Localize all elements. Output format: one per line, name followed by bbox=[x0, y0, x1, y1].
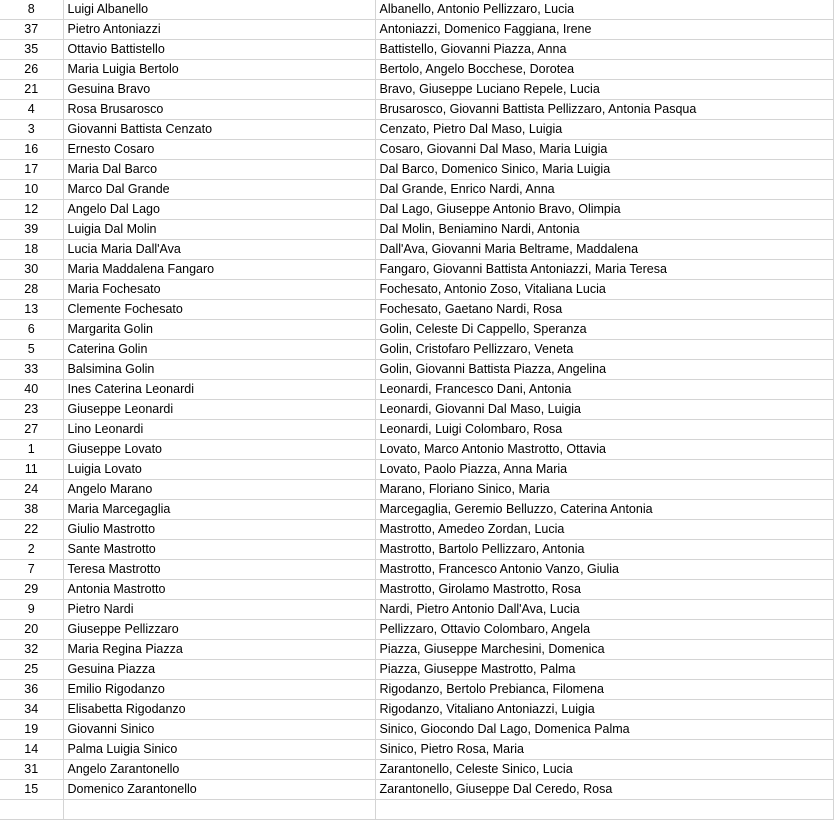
cell-name[interactable]: Gesuina Bravo bbox=[63, 80, 375, 100]
table-row bbox=[0, 220, 833, 240]
cell-parents[interactable]: Lovato, Marco Antonio Mastrotto, Ottavia bbox=[375, 440, 833, 460]
table-row bbox=[0, 340, 833, 360]
cell-parents[interactable]: Golin, Celeste Di Cappello, Speranza bbox=[375, 320, 833, 340]
table-row bbox=[0, 240, 833, 260]
cell-parents[interactable]: Leonardi, Giovanni Dal Maso, Luigia bbox=[375, 400, 833, 420]
cell-number[interactable]: 25 bbox=[0, 660, 63, 680]
cell-parents[interactable]: Mastrotto, Bartolo Pellizzaro, Antonia bbox=[375, 540, 833, 560]
table-row bbox=[0, 800, 833, 820]
cell-name[interactable]: Lucia Maria Dall'Ava bbox=[63, 240, 375, 260]
table-row bbox=[0, 640, 833, 660]
cell-name[interactable]: Domenico Zarantonello bbox=[63, 780, 375, 800]
cell-number[interactable]: 31 bbox=[0, 760, 63, 780]
cell-name[interactable]: Teresa Mastrotto bbox=[63, 560, 375, 580]
cell-parents[interactable] bbox=[375, 800, 833, 820]
cell-number[interactable]: 13 bbox=[0, 300, 63, 320]
cell-parents[interactable]: Albanello, Antonio Pellizzaro, Lucia bbox=[375, 0, 833, 20]
cell-name[interactable]: Giuseppe Lovato bbox=[63, 440, 375, 460]
cell-number[interactable]: 38 bbox=[0, 500, 63, 520]
cell-parents[interactable]: Bravo, Giuseppe Luciano Repele, Lucia bbox=[375, 80, 833, 100]
table-row bbox=[0, 380, 833, 400]
table-row bbox=[0, 520, 833, 540]
cell-name[interactable]: Caterina Golin bbox=[63, 340, 375, 360]
cell-number[interactable]: 5 bbox=[0, 340, 63, 360]
table-row bbox=[0, 360, 833, 380]
cell-parents[interactable]: Golin, Cristofaro Pellizzaro, Veneta bbox=[375, 340, 833, 360]
table-row bbox=[0, 300, 833, 320]
table-row bbox=[0, 140, 833, 160]
table-row bbox=[0, 600, 833, 620]
cell-number[interactable]: 7 bbox=[0, 560, 63, 580]
cell-number[interactable]: 10 bbox=[0, 180, 63, 200]
cell-number[interactable]: 15 bbox=[0, 780, 63, 800]
cell-number[interactable]: 33 bbox=[0, 360, 63, 380]
table-row bbox=[0, 260, 833, 280]
table-row bbox=[0, 540, 833, 560]
cell-number[interactable]: 35 bbox=[0, 40, 63, 60]
cell-parents[interactable]: Lovato, Paolo Piazza, Anna Maria bbox=[375, 460, 833, 480]
cell-name[interactable]: Angelo Dal Lago bbox=[63, 200, 375, 220]
cell-number[interactable]: 9 bbox=[0, 600, 63, 620]
cell-name[interactable]: Luigi Albanello bbox=[63, 0, 375, 20]
cell-parents[interactable]: Piazza, Giuseppe Marchesini, Domenica bbox=[375, 640, 833, 660]
cell-number[interactable]: 26 bbox=[0, 60, 63, 80]
cell-parents[interactable]: Fochesato, Gaetano Nardi, Rosa bbox=[375, 300, 833, 320]
table-row bbox=[0, 720, 833, 740]
cell-number[interactable]: 3 bbox=[0, 120, 63, 140]
cell-number[interactable]: 14 bbox=[0, 740, 63, 760]
cell-parents[interactable]: Dal Grande, Enrico Nardi, Anna bbox=[375, 180, 833, 200]
cell-name[interactable]: Rosa Brusarosco bbox=[63, 100, 375, 120]
table-row bbox=[0, 680, 833, 700]
cell-number[interactable]: 40 bbox=[0, 380, 63, 400]
table-row bbox=[0, 480, 833, 500]
table-row bbox=[0, 40, 833, 60]
cell-number[interactable]: 36 bbox=[0, 680, 63, 700]
cell-parents[interactable]: Rigodanzo, Bertolo Prebianca, Filomena bbox=[375, 680, 833, 700]
cell-parents[interactable]: Leonardi, Francesco Dani, Antonia bbox=[375, 380, 833, 400]
table-row bbox=[0, 80, 833, 100]
cell-parents[interactable]: Dal Lago, Giuseppe Antonio Bravo, Olimpia bbox=[375, 200, 833, 220]
cell-number[interactable]: 23 bbox=[0, 400, 63, 420]
table-row bbox=[0, 60, 833, 80]
cell-name[interactable]: Maria Maddalena Fangaro bbox=[63, 260, 375, 280]
table-row bbox=[0, 440, 833, 460]
cell-number[interactable]: 22 bbox=[0, 520, 63, 540]
cell-name[interactable]: Pietro Antoniazzi bbox=[63, 20, 375, 40]
cell-parents[interactable]: Cosaro, Giovanni Dal Maso, Maria Luigia bbox=[375, 140, 833, 160]
cell-parents[interactable]: Nardi, Pietro Antonio Dall'Ava, Lucia bbox=[375, 600, 833, 620]
cell-number[interactable]: 24 bbox=[0, 480, 63, 500]
cell-name[interactable]: Maria Regina Piazza bbox=[63, 640, 375, 660]
cell-name[interactable]: Pietro Nardi bbox=[63, 600, 375, 620]
cell-name[interactable]: Angelo Zarantonello bbox=[63, 760, 375, 780]
cell-parents[interactable]: Zarantonello, Celeste Sinico, Lucia bbox=[375, 760, 833, 780]
cell-parents[interactable]: Rigodanzo, Vitaliano Antoniazzi, Luigia bbox=[375, 700, 833, 720]
cell-number[interactable]: 39 bbox=[0, 220, 63, 240]
cell-name[interactable]: Luigia Dal Molin bbox=[63, 220, 375, 240]
cell-number[interactable]: 32 bbox=[0, 640, 63, 660]
cell-name[interactable]: Antonia Mastrotto bbox=[63, 580, 375, 600]
cell-number[interactable]: 21 bbox=[0, 80, 63, 100]
cell-parents[interactable]: Mastrotto, Amedeo Zordan, Lucia bbox=[375, 520, 833, 540]
cell-name[interactable]: Margarita Golin bbox=[63, 320, 375, 340]
cell-number[interactable]: 11 bbox=[0, 460, 63, 480]
cell-parents[interactable]: Sinico, Giocondo Dal Lago, Domenica Palma bbox=[375, 720, 833, 740]
table-row bbox=[0, 0, 833, 20]
cell-name[interactable]: Maria Luigia Bertolo bbox=[63, 60, 375, 80]
cell-name[interactable]: Lino Leonardi bbox=[63, 420, 375, 440]
table-row bbox=[0, 500, 833, 520]
cell-parents[interactable]: Mastrotto, Girolamo Mastrotto, Rosa bbox=[375, 580, 833, 600]
table-row bbox=[0, 400, 833, 420]
table-row bbox=[0, 200, 833, 220]
cell-parents[interactable]: Sinico, Pietro Rosa, Maria bbox=[375, 740, 833, 760]
cell-number[interactable]: 12 bbox=[0, 200, 63, 220]
cell-parents[interactable]: Leonardi, Luigi Colombaro, Rosa bbox=[375, 420, 833, 440]
cell-parents[interactable]: Pellizzaro, Ottavio Colombaro, Angela bbox=[375, 620, 833, 640]
cell-name[interactable]: Clemente Fochesato bbox=[63, 300, 375, 320]
cell-name[interactable]: Emilio Rigodanzo bbox=[63, 680, 375, 700]
cell-name[interactable]: Marco Dal Grande bbox=[63, 180, 375, 200]
table-row bbox=[0, 560, 833, 580]
cell-number[interactable]: 20 bbox=[0, 620, 63, 640]
cell-number[interactable]: 18 bbox=[0, 240, 63, 260]
cell-number[interactable]: 8 bbox=[0, 0, 63, 20]
table-row bbox=[0, 740, 833, 760]
cell-name[interactable]: Balsimina Golin bbox=[63, 360, 375, 380]
cell-parents[interactable]: Golin, Giovanni Battista Piazza, Angelina bbox=[375, 360, 833, 380]
table-row bbox=[0, 460, 833, 480]
cell-number[interactable]: 37 bbox=[0, 20, 63, 40]
cell-parents[interactable]: Piazza, Giuseppe Mastrotto, Palma bbox=[375, 660, 833, 680]
cell-name[interactable]: Giuseppe Leonardi bbox=[63, 400, 375, 420]
cell-name[interactable]: Luigia Lovato bbox=[63, 460, 375, 480]
table-row bbox=[0, 280, 833, 300]
cell-name[interactable]: Angelo Marano bbox=[63, 480, 375, 500]
cell-parents[interactable]: Bertolo, Angelo Bocchese, Dorotea bbox=[375, 60, 833, 80]
cell-name[interactable]: Elisabetta Rigodanzo bbox=[63, 700, 375, 720]
table-row bbox=[0, 660, 833, 680]
cell-number[interactable]: 1 bbox=[0, 440, 63, 460]
cell-name[interactable]: Palma Luigia Sinico bbox=[63, 740, 375, 760]
cell-number[interactable]: 28 bbox=[0, 280, 63, 300]
table-row bbox=[0, 160, 833, 180]
cell-name[interactable]: Maria Marcegaglia bbox=[63, 500, 375, 520]
cell-parents[interactable]: Antoniazzi, Domenico Faggiana, Irene bbox=[375, 20, 833, 40]
cell-name[interactable]: Ernesto Cosaro bbox=[63, 140, 375, 160]
cell-number[interactable]: 30 bbox=[0, 260, 63, 280]
table-row bbox=[0, 180, 833, 200]
cell-parents[interactable]: Brusarosco, Giovanni Battista Pellizzaro, Antonia Pasqua bbox=[375, 100, 833, 120]
table-row bbox=[0, 20, 833, 40]
cell-name[interactable]: Giuseppe Pellizzaro bbox=[63, 620, 375, 640]
cell-name[interactable]: Sante Mastrotto bbox=[63, 540, 375, 560]
table-row bbox=[0, 620, 833, 640]
cell-parents[interactable]: Zarantonello, Giuseppe Dal Ceredo, Rosa bbox=[375, 780, 833, 800]
table-row bbox=[0, 580, 833, 600]
cell-number[interactable]: 17 bbox=[0, 160, 63, 180]
table-row bbox=[0, 760, 833, 780]
cell-number[interactable]: 16 bbox=[0, 140, 63, 160]
cell-number[interactable]: 6 bbox=[0, 320, 63, 340]
cell-name[interactable]: Ines Caterina Leonardi bbox=[63, 380, 375, 400]
cell-parents[interactable]: Battistello, Giovanni Piazza, Anna bbox=[375, 40, 833, 60]
cell-name[interactable]: Ottavio Battistello bbox=[63, 40, 375, 60]
cell-number[interactable]: 2 bbox=[0, 540, 63, 560]
cell-parents[interactable]: Marano, Floriano Sinico, Maria bbox=[375, 480, 833, 500]
table-row bbox=[0, 100, 833, 120]
cell-parents[interactable]: Fangaro, Giovanni Battista Antoniazzi, Maria Teresa bbox=[375, 260, 833, 280]
cell-name[interactable]: Giovanni Battista Cenzato bbox=[63, 120, 375, 140]
cell-number[interactable]: 27 bbox=[0, 420, 63, 440]
cell-name[interactable]: Giulio Mastrotto bbox=[63, 520, 375, 540]
cell-number[interactable]: 34 bbox=[0, 700, 63, 720]
cell-number[interactable]: 4 bbox=[0, 100, 63, 120]
cell-parents[interactable]: Cenzato, Pietro Dal Maso, Luigia bbox=[375, 120, 833, 140]
cell-parents[interactable]: Dal Barco, Domenico Sinico, Maria Luigia bbox=[375, 160, 833, 180]
cell-name[interactable]: Giovanni Sinico bbox=[63, 720, 375, 740]
cell-name[interactable] bbox=[63, 800, 375, 820]
cell-number[interactable]: 19 bbox=[0, 720, 63, 740]
table-row bbox=[0, 700, 833, 720]
cell-parents[interactable]: Dal Molin, Beniamino Nardi, Antonia bbox=[375, 220, 833, 240]
cell-parents[interactable]: Fochesato, Antonio Zoso, Vitaliana Lucia bbox=[375, 280, 833, 300]
cell-number[interactable] bbox=[0, 800, 63, 820]
table-row bbox=[0, 780, 833, 800]
cell-name[interactable]: Maria Fochesato bbox=[63, 280, 375, 300]
cell-number[interactable]: 29 bbox=[0, 580, 63, 600]
table-row bbox=[0, 120, 833, 140]
cell-parents[interactable]: Marcegaglia, Geremio Belluzzo, Caterina Antonia bbox=[375, 500, 833, 520]
table-row bbox=[0, 420, 833, 440]
cell-name[interactable]: Maria Dal Barco bbox=[63, 160, 375, 180]
cell-parents[interactable]: Dall'Ava, Giovanni Maria Beltrame, Maddalena bbox=[375, 240, 833, 260]
table-row bbox=[0, 320, 833, 340]
cell-name[interactable]: Gesuina Piazza bbox=[63, 660, 375, 680]
cell-parents[interactable]: Mastrotto, Francesco Antonio Vanzo, Giulia bbox=[375, 560, 833, 580]
